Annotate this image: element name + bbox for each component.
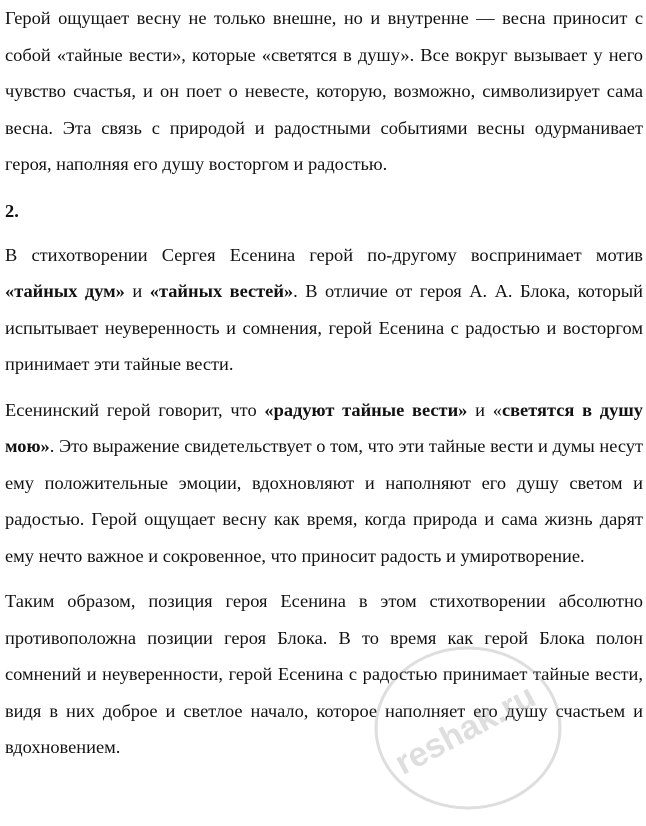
quote-raduyut-vesti: «радуют тайные вести»: [264, 399, 468, 420]
document-page: [5, 0, 643, 766]
paragraph-2-text-3: . В отличие от героя А. А. Блока, который испытывает неуверенность и сомнения, герой Есенина с радостью и восторгом принимает эти тайные вести.: [5, 281, 643, 374]
paragraph-2: [5, 237, 643, 383]
paragraph-4: Таким образом, позиция героя Есенина в этом стихотворении абсолютно противоположна позиции героя Блока. В то время как герой Блока полон сомнений и неуверенности, герой Есенина с радостью принимает тайные вести, видя в них доброе и светлое начало, которое наполняет его душу счастьем и вдохновением.: [5, 591, 643, 757]
section-number: 2.: [5, 200, 19, 221]
paragraph-3-text-2: и «: [467, 399, 502, 420]
svg-text:reshak.ru: reshak.ru: [388, 676, 542, 783]
quote-tainyh-vestey: «тайных вестей»: [149, 281, 294, 301]
quote-svetyatsya-v-dushu: светятся в душу мою»: [5, 399, 643, 456]
paragraph-2-text-2: и: [124, 281, 150, 301]
paragraph-3-text-1: Есенинский герой говорит, что: [5, 399, 265, 420]
paragraph-1: Герой ощущает весну не только внешне, но и внутренне — весна приносит с собой «тайные вести», которые «светятся в душу». Все вокруг вызывает у него чувство счастья, и он поет о невесте, которую, возможно, символизирует сама весна. Эта связь с природой и радостными событиями весны одурманивает героя, наполняя его душу восторгом и радостью.: [5, 8, 643, 174]
quote-tainyh-dum: «тайных дум»: [5, 281, 125, 301]
paragraph-3: [5, 392, 643, 575]
paragraph-3-text-3: . Это выражение свидетельствует о том, что эти тайные вести и думы несут ему положительные эмоции, вдохновляют и наполняют его душу светом и радостью. Герой ощущает весну как время, когда природа и сама жизнь дарят ему нечто важное и сокровенное, что приносит радость и умиротворение.: [5, 436, 643, 566]
paragraph-2-text-1: В стихотворении Сергея Есенина герой по-другому воспринимает мотив: [5, 244, 643, 265]
